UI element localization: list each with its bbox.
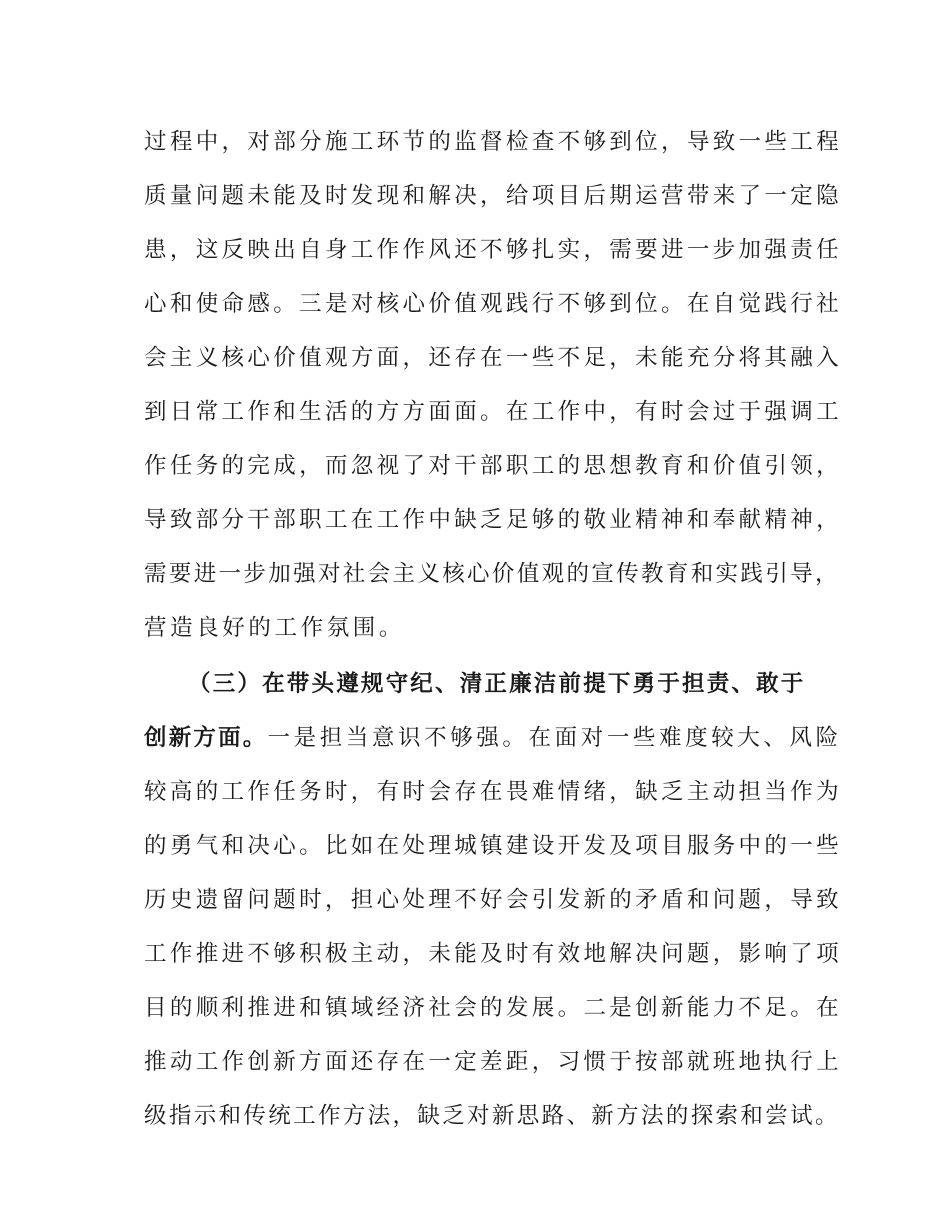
text-line: 工作推进不够积极主动，未能及时有效地解决问题，影响了项	[144, 941, 842, 967]
text-line: 导致部分干部职工在工作中缺乏足够的敬业精神和奉献精神，	[144, 507, 842, 533]
text-line: 会主义核心价值观方面，还存在一些不足，未能充分将其融入	[144, 345, 842, 371]
text-line: 质量问题未能及时发现和解决，给项目后期运营带来了一定隐	[144, 183, 842, 209]
section-heading-end: 创新方面。	[144, 725, 268, 751]
text-line: 需要进一步加强对社会主义核心价值观的宣传教育和实践引导，	[144, 561, 840, 587]
text-line: 作任务的完成，而忽视了对干部职工的思想教育和价值引领，	[144, 453, 842, 479]
text-line: 推动工作创新方面还存在一定差距，习惯于按部就班地执行上	[144, 1049, 842, 1075]
text-line: 患，这反映出自身工作作风还不够扎实，需要进一步加强责任	[144, 237, 842, 263]
text-line: 目的顺利推进和镇域经济社会的发展。二是创新能力不足。在	[144, 995, 842, 1021]
text-line: 营造良好的工作氛围。	[144, 615, 406, 641]
text-line: 的勇气和决心。比如在处理城镇建设开发及项目服务中的一些	[144, 833, 842, 859]
text-line: 较高的工作任务时，有时会存在畏难情绪，缺乏主动担当作为	[144, 779, 842, 805]
text-line: 级指示和传统工作方法，缺乏对新思路、新方法的探索和尝试。	[144, 1103, 840, 1129]
text-line: 过程中，对部分施工环节的监督检查不够到位，导致一些工程	[144, 129, 842, 155]
section-heading: （三）在带头遵规守纪、清正廉洁前提下勇于担责、敢于	[188, 671, 806, 697]
text-span: 一是担当意识不够强。在面对一些难度较大、风险	[267, 725, 842, 751]
text-line: 到日常工作和生活的方方面面。在工作中，有时会过于强调工	[144, 399, 842, 425]
text-line: 历史遗留问题时，担心处理不好会引发新的矛盾和问题，导致	[144, 887, 842, 913]
text-line	[144, 718, 844, 758]
text-line: 心和使命感。三是对核心价值观践行不够到位。在自觉践行社	[144, 291, 842, 317]
